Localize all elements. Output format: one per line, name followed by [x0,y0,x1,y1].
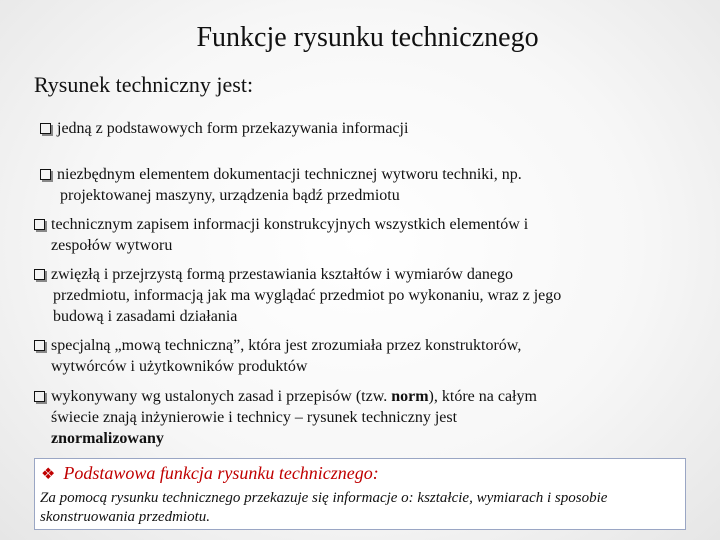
checkbox-bullet-icon [34,219,45,230]
checkbox-bullet-icon [40,169,51,180]
list-item [34,264,561,327]
item-text: jedną z podstawowych form przekazywania informacji [57,120,409,137]
item-text: wykonywany wg ustalonych zasad i przepisów (tzw. [51,388,392,405]
diamond-bullet-icon: ❖ [41,466,56,483]
list-item [34,214,528,256]
item-text: specjalną „mową techniczną”, która jest zrozumiała przez konstruktorów, [51,337,522,354]
item-text-bold: znormalizowany [51,430,164,447]
checkbox-bullet-icon [40,123,51,134]
item-text: technicznym zapisem informacji konstrukcyjnych wszystkich elementów i [51,216,529,233]
list-item [40,118,408,139]
list-item [34,386,537,449]
list-item [40,164,522,206]
box-text: Za pomocą rysunku technicznego przekazuje się informacje o: kształcie, wymiarach i sposobie skonstruowania przedmiotu. [40,490,608,525]
item-text-continued: projektowanej maszyny, urządzenia bądź przedmiotu [60,187,400,204]
item-text-continued: wytwórców i użytkowników produktów [51,358,308,375]
item-text-continued: budową i zasadami działania [53,308,238,325]
item-text-continued: zespołów wytworu [51,237,173,254]
subtitle: Rysunek techniczny jest: [34,72,254,97]
item-text: zwięzłą i przejrzystą formą przestawiania kształtów i wymiarów danego [51,266,514,283]
page-title: Funkcje rysunku technicznego [196,22,539,53]
box-title [41,463,379,484]
list-item [34,335,521,377]
checkbox-bullet-icon [34,269,45,280]
item-text-continued: przedmiotu, informacją jak ma wyglądać przedmiot po wykonaniu, wraz z jego [53,287,562,304]
item-text: niezbędnym elementem dokumentacji technicznej wytworu techniki, np. [57,166,522,183]
box-title-text: Podstawowa funkcja rysunku technicznego: [63,463,379,483]
checkbox-bullet-icon [34,391,45,402]
checkbox-bullet-icon [34,340,45,351]
item-text-bold: norm [391,388,429,405]
item-text: ), które na całym [428,388,537,405]
item-text-continued: świecie znają inżynierowie i technicy – rysunek techniczny jest [51,409,458,426]
highlight-box [34,458,686,530]
